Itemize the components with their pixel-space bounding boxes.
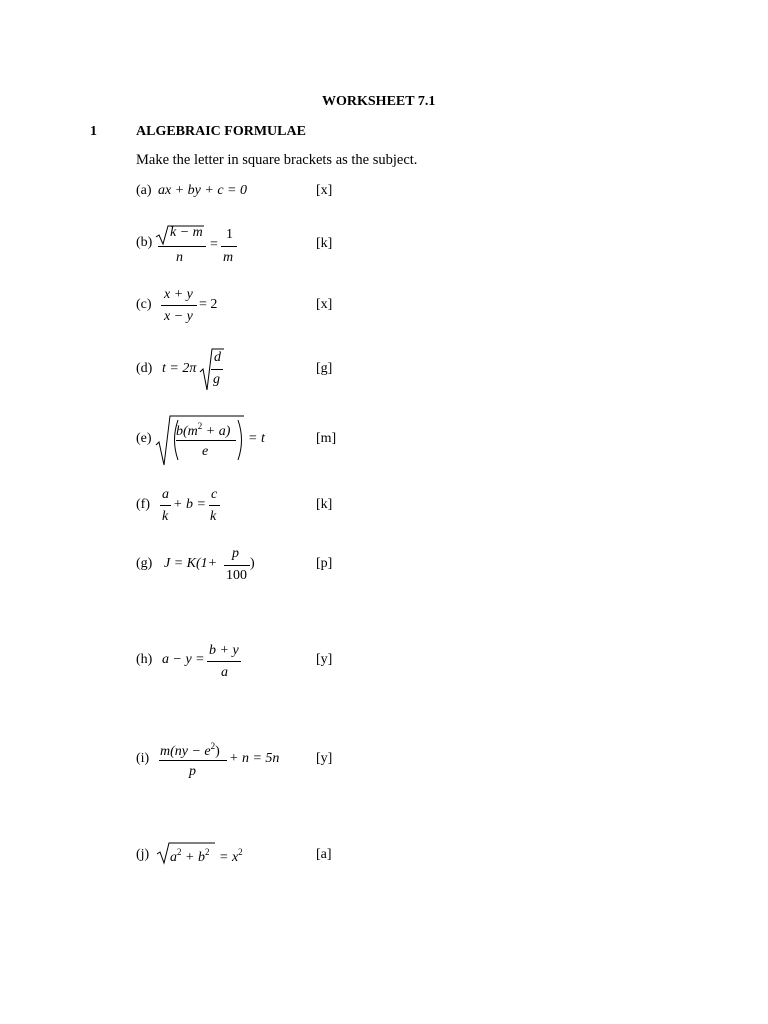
- numerator: b + y: [209, 643, 239, 658]
- rhs-numerator: 1: [226, 227, 233, 242]
- denominator: n: [176, 250, 183, 265]
- denominator: p: [189, 764, 196, 779]
- radicand: k − m: [170, 225, 203, 240]
- fraction-bar: [158, 246, 206, 247]
- problem-label: (d): [136, 361, 153, 376]
- subject-variable: [y]: [316, 652, 333, 667]
- denominator: 100: [226, 568, 247, 583]
- closing-paren: ): [250, 556, 255, 571]
- fraction-bar: [224, 565, 250, 566]
- equation: ax + by + c = 0: [158, 183, 247, 198]
- rhs: = 2: [199, 297, 218, 312]
- fraction-bar: [161, 305, 197, 306]
- problem-label: (c): [136, 297, 152, 312]
- rhs: = t: [248, 431, 265, 446]
- problem-label: (j): [136, 847, 150, 862]
- rhs-denominator: k: [210, 509, 217, 524]
- denominator: k: [162, 509, 169, 524]
- problem-label: (h): [136, 652, 153, 667]
- subject-variable: [k]: [316, 497, 333, 512]
- section-number: 1: [90, 124, 97, 139]
- worksheet-title: WORKSHEET 7.1: [322, 94, 436, 109]
- equals-sign: =: [210, 237, 218, 252]
- fraction-bar: [221, 246, 237, 247]
- subject-variable: [a]: [316, 847, 332, 862]
- denominator: x − y: [164, 309, 193, 324]
- subject-variable: [p]: [316, 556, 333, 571]
- problem-label: (i): [136, 751, 150, 766]
- fraction-bar: [176, 440, 236, 441]
- rhs-numerator: c: [211, 487, 218, 502]
- fraction-bar: [159, 760, 227, 761]
- subject-variable: [x]: [316, 183, 333, 198]
- problem-label: (f): [136, 497, 150, 512]
- fraction-bar: [211, 369, 223, 370]
- section-heading: ALGEBRAIC FORMULAE: [136, 124, 306, 139]
- subject-variable: [k]: [316, 236, 333, 251]
- lhs: a − y =: [162, 652, 205, 667]
- subject-variable: [g]: [316, 361, 333, 376]
- problem-label: (b): [136, 235, 153, 250]
- rhs: = $x^2$: [219, 847, 243, 865]
- denominator: e: [202, 444, 209, 459]
- middle-term: + b =: [173, 497, 206, 512]
- fraction-bar: [207, 661, 241, 662]
- numerator: a: [162, 487, 169, 502]
- lhs: t = 2π: [162, 361, 197, 376]
- subject-variable: [y]: [316, 751, 333, 766]
- numerator: d: [214, 350, 221, 365]
- radicand: $a^2 + b^2$: [170, 847, 210, 865]
- subject-variable: [x]: [316, 297, 333, 312]
- sqrt-sign: [156, 225, 170, 245]
- fraction-bar: [209, 505, 220, 506]
- denominator: a: [221, 665, 228, 680]
- problem-label: (e): [136, 431, 152, 446]
- instruction-text: Make the letter in square brackets as the subject.: [136, 152, 418, 168]
- lhs: J = K(1+: [164, 556, 218, 571]
- problem-label: (a): [136, 183, 152, 198]
- fraction-bar: [160, 505, 171, 506]
- numerator: $b(m^2 + a)$: [176, 421, 231, 439]
- problem-label: (g): [136, 556, 153, 571]
- numerator: $m(ny - e^2)$: [160, 741, 220, 759]
- subject-variable: [m]: [316, 431, 337, 446]
- numerator: p: [232, 546, 239, 561]
- rhs-denominator: m: [223, 250, 234, 265]
- denominator: g: [213, 372, 220, 387]
- numerator: x + y: [164, 287, 193, 302]
- rhs: + n = 5n: [229, 751, 280, 766]
